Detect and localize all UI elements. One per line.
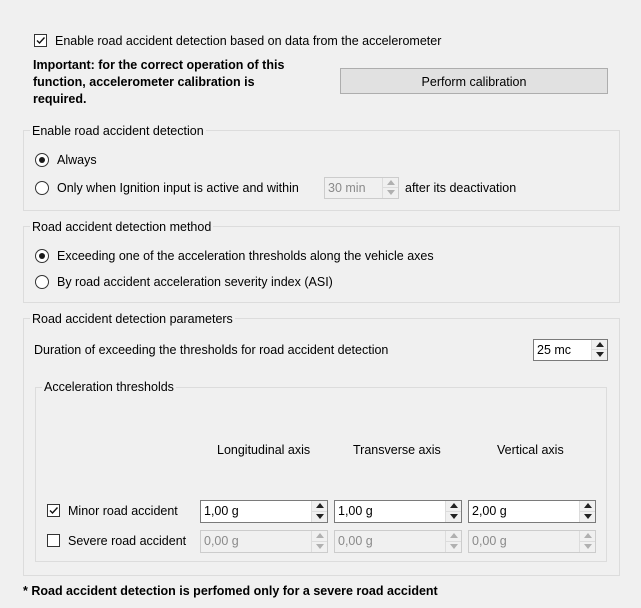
checkmark-icon: [35, 35, 46, 46]
enable-detection-group: [23, 130, 620, 211]
spin-up-icon[interactable]: [580, 501, 595, 512]
severe-longitudinal-value: 0,00 g: [204, 534, 239, 548]
method-group-title: Road accident detection method: [32, 220, 212, 234]
spin-down-icon[interactable]: [580, 512, 595, 523]
spin-down-icon: [312, 542, 327, 553]
calibration-note-line2: function, accelerometer calibration is: [33, 75, 255, 89]
minor-vertical-stepper[interactable]: [468, 500, 596, 523]
radio-always[interactable]: [35, 153, 49, 167]
radio-asi-label: By road accident acceleration severity index (ASI): [57, 275, 333, 289]
spin-up-icon[interactable]: [592, 340, 607, 350]
duration-label: Duration of exceeding the thresholds for road accident detection: [34, 343, 389, 357]
spin-up-icon: [580, 531, 595, 542]
calibration-note: [33, 57, 284, 108]
spin-up-icon: [312, 531, 327, 542]
spin-down-icon[interactable]: [312, 512, 327, 523]
col-vertical: Vertical axis: [497, 443, 564, 457]
spin-down-icon: [383, 188, 398, 198]
enable-accel-label: Enable road accident detection based on data from the accelerometer: [55, 34, 442, 48]
spin-up-icon[interactable]: [446, 501, 461, 512]
ignition-minutes-value: 30 min: [328, 181, 366, 195]
calibration-note-line3: required.: [33, 92, 87, 106]
duration-stepper[interactable]: [533, 339, 608, 361]
params-group-title: Road accident detection parameters: [32, 312, 233, 326]
enable-accel-checkbox[interactable]: [34, 34, 47, 47]
spin-down-icon[interactable]: [446, 512, 461, 523]
method-group: [23, 226, 620, 303]
calibration-note-line1: Important: for the correct operation of this: [33, 58, 285, 72]
spin-up-icon: [383, 178, 398, 188]
minor-accident-label: Minor road accident: [68, 504, 178, 518]
radio-ignition-label: Only when Ignition input is active and within: [57, 181, 299, 195]
spin-up-icon[interactable]: [312, 501, 327, 512]
severe-vertical-stepper: [468, 530, 596, 553]
severe-longitudinal-stepper: [200, 530, 328, 553]
perform-calibration-button[interactable]: Perform calibration: [340, 68, 608, 94]
minor-accident-checkbox[interactable]: [47, 504, 60, 517]
radio-ignition[interactable]: [35, 181, 49, 195]
spin-down-icon: [446, 542, 461, 553]
ignition-minutes-stepper: [324, 177, 399, 199]
minor-transverse-value: 1,00 g: [338, 504, 373, 518]
minor-transverse-stepper[interactable]: [334, 500, 462, 523]
spin-down-icon[interactable]: [592, 350, 607, 360]
spin-down-icon: [580, 542, 595, 553]
enable-detection-group-title: Enable road accident detection: [32, 124, 204, 138]
checkmark-icon: [48, 505, 59, 516]
footnote: * Road accident detection is perfomed only for a severe road accident: [23, 584, 438, 598]
radio-asi[interactable]: [35, 275, 49, 289]
radio-always-label: Always: [57, 153, 97, 167]
radio-thresholds[interactable]: [35, 249, 49, 263]
severe-transverse-stepper: [334, 530, 462, 553]
minor-vertical-value: 2,00 g: [472, 504, 507, 518]
severe-vertical-value: 0,00 g: [472, 534, 507, 548]
radio-thresholds-label: Exceeding one of the acceleration thresholds along the vehicle axes: [57, 249, 434, 263]
col-transverse: Transverse axis: [353, 443, 441, 457]
severe-accident-label: Severe road accident: [68, 534, 187, 548]
severe-accident-checkbox[interactable]: [47, 534, 60, 547]
minor-longitudinal-stepper[interactable]: [200, 500, 328, 523]
col-longitudinal: Longitudinal axis: [217, 443, 311, 457]
severe-transverse-value: 0,00 g: [338, 534, 373, 548]
spin-up-icon: [446, 531, 461, 542]
duration-value: 25 mc: [537, 343, 572, 357]
minor-longitudinal-value: 1,00 g: [204, 504, 239, 518]
thresholds-group-title: Acceleration thresholds: [44, 380, 174, 394]
after-deactivation-label: after its deactivation: [405, 181, 517, 195]
